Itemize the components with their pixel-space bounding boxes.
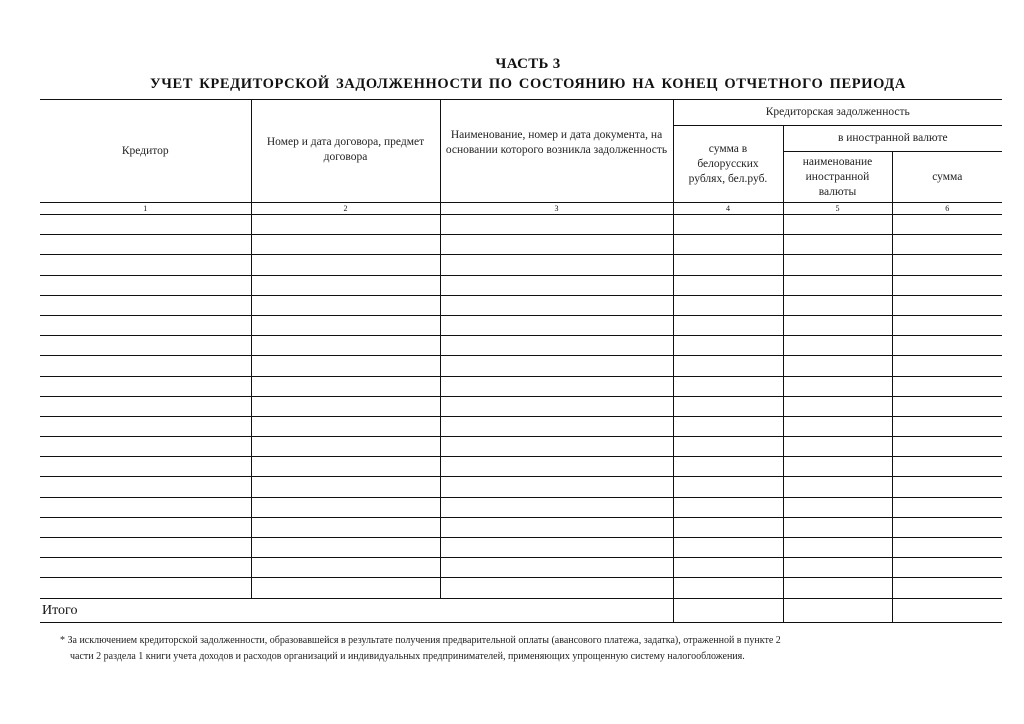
footnote-line-2: части 2 раздела 1 книги учета доходов и расходов организаций и индивидуальных предпринимателей, применяющих упрощенную систему налогообложения. xyxy=(70,651,745,662)
table-cell[interactable] xyxy=(783,315,892,335)
table-cell[interactable] xyxy=(673,416,783,436)
table-cell[interactable] xyxy=(40,336,251,356)
table-row xyxy=(40,396,1002,416)
table-cell[interactable] xyxy=(40,517,251,537)
table-cell[interactable] xyxy=(673,275,783,295)
table-cell[interactable] xyxy=(892,558,1002,578)
table-cell[interactable] xyxy=(251,255,440,275)
table-cell[interactable] xyxy=(892,255,1002,275)
table-cell[interactable] xyxy=(783,215,892,235)
table-cell[interactable] xyxy=(892,315,1002,335)
table-row xyxy=(40,457,1002,477)
table-cell[interactable] xyxy=(783,457,892,477)
table-cell[interactable] xyxy=(892,497,1002,517)
table-cell[interactable] xyxy=(892,275,1002,295)
table-cell[interactable] xyxy=(892,437,1002,457)
table-cell[interactable] xyxy=(251,315,440,335)
table-cell[interactable] xyxy=(40,356,251,376)
table-row xyxy=(40,497,1002,517)
table-cell[interactable] xyxy=(40,215,251,235)
column-number: 4 xyxy=(673,203,783,215)
table-cell[interactable] xyxy=(673,497,783,517)
table-cell[interactable] xyxy=(440,517,673,537)
table-cell[interactable] xyxy=(673,558,783,578)
table-cell[interactable] xyxy=(892,356,1002,376)
table-cell[interactable] xyxy=(251,356,440,376)
table-cell[interactable] xyxy=(783,416,892,436)
table-cell[interactable] xyxy=(783,356,892,376)
table-cell[interactable] xyxy=(251,215,440,235)
table-cell[interactable] xyxy=(892,376,1002,396)
table-cell[interactable] xyxy=(892,336,1002,356)
table-cell[interactable] xyxy=(892,396,1002,416)
table-cell[interactable] xyxy=(673,538,783,558)
table-cell[interactable] xyxy=(251,376,440,396)
table-cell[interactable] xyxy=(783,558,892,578)
table-row xyxy=(40,538,1002,558)
table-row xyxy=(40,477,1002,497)
table-row xyxy=(40,376,1002,396)
table-cell[interactable] xyxy=(440,416,673,436)
table-cell[interactable] xyxy=(251,336,440,356)
table-cell[interactable] xyxy=(440,235,673,255)
table-cell[interactable] xyxy=(892,517,1002,537)
table-cell[interactable] xyxy=(40,295,251,315)
table-cell[interactable] xyxy=(783,538,892,558)
table-cell[interactable] xyxy=(783,578,892,598)
header-document: Наименование, номер и дата документа, на основании которого возникла задолженность xyxy=(440,100,673,203)
table-cell[interactable] xyxy=(892,538,1002,558)
table-cell[interactable] xyxy=(440,215,673,235)
table-row xyxy=(40,295,1002,315)
table-cell[interactable] xyxy=(673,356,783,376)
table-row xyxy=(40,255,1002,275)
table-cell[interactable] xyxy=(783,235,892,255)
table-cell[interactable] xyxy=(440,356,673,376)
table-cell[interactable] xyxy=(251,578,440,598)
table-cell[interactable] xyxy=(673,477,783,497)
table-cell[interactable] xyxy=(440,336,673,356)
table-cell[interactable] xyxy=(783,497,892,517)
table-row xyxy=(40,275,1002,295)
column-number: 3 xyxy=(440,203,673,215)
table-cell[interactable] xyxy=(440,437,673,457)
table-cell[interactable] xyxy=(673,255,783,275)
table-cell[interactable] xyxy=(673,437,783,457)
table-cell[interactable] xyxy=(440,538,673,558)
column-number: 5 xyxy=(783,203,892,215)
table-cell[interactable] xyxy=(673,215,783,235)
table-cell[interactable] xyxy=(251,275,440,295)
table-cell[interactable] xyxy=(40,275,251,295)
table-cell[interactable] xyxy=(40,315,251,335)
table-cell[interactable] xyxy=(673,376,783,396)
table-row xyxy=(40,416,1002,436)
table-row xyxy=(40,578,1002,598)
total-label: Итого xyxy=(40,598,673,622)
total-row xyxy=(40,598,1002,622)
table-cell[interactable] xyxy=(440,376,673,396)
table-cell[interactable] xyxy=(440,255,673,275)
table-row xyxy=(40,356,1002,376)
footnote-line-1: * За исключением кредиторской задолженности, образовавшейся в результате получения предварительной оплаты (авансового платежа, задатка), отраженной в пункте 2 xyxy=(60,635,781,646)
table-row xyxy=(40,215,1002,235)
header-creditor: Кредитор xyxy=(40,100,251,203)
column-number: 2 xyxy=(251,203,440,215)
table-cell[interactable] xyxy=(892,235,1002,255)
header-sum: сумма xyxy=(892,152,1002,203)
table-cell[interactable] xyxy=(251,477,440,497)
table-cell[interactable] xyxy=(251,538,440,558)
table-row xyxy=(40,437,1002,457)
table-cell[interactable] xyxy=(40,558,251,578)
table-cell[interactable] xyxy=(440,295,673,315)
total-sum-byr-cell[interactable] xyxy=(673,598,783,622)
table-cell[interactable] xyxy=(40,376,251,396)
table-cell[interactable] xyxy=(251,235,440,255)
table-cell[interactable] xyxy=(440,457,673,477)
payables-table xyxy=(40,99,1002,623)
table-row xyxy=(40,517,1002,537)
table-cell[interactable] xyxy=(40,578,251,598)
table-cell[interactable] xyxy=(892,457,1002,477)
table-cell[interactable] xyxy=(40,396,251,416)
table-row xyxy=(40,235,1002,255)
table-cell[interactable] xyxy=(40,497,251,517)
table-row xyxy=(40,558,1002,578)
column-number: 6 xyxy=(892,203,1002,215)
header-foreign-group: в иностранной валюте xyxy=(783,126,1002,152)
table-cell[interactable] xyxy=(251,416,440,436)
footnote xyxy=(60,633,990,665)
table-cell[interactable] xyxy=(673,336,783,356)
table-cell[interactable] xyxy=(892,215,1002,235)
header-payables-group: Кредиторская задолженность xyxy=(673,100,1002,126)
table-cell[interactable] xyxy=(40,437,251,457)
table-cell[interactable] xyxy=(440,558,673,578)
table-cell[interactable] xyxy=(40,416,251,436)
header-sum-byr: сумма в белорусских рублях, бел.руб. xyxy=(673,126,783,203)
table-cell[interactable] xyxy=(892,578,1002,598)
table-cell[interactable] xyxy=(673,517,783,537)
table-cell[interactable] xyxy=(440,497,673,517)
table-cell[interactable] xyxy=(783,295,892,315)
table-cell[interactable] xyxy=(673,235,783,255)
column-number: 1 xyxy=(40,203,251,215)
table-cell[interactable] xyxy=(783,477,892,497)
table-cell[interactable] xyxy=(783,255,892,275)
table-cell[interactable] xyxy=(783,275,892,295)
table-cell[interactable] xyxy=(783,396,892,416)
table-cell[interactable] xyxy=(40,457,251,477)
table-cell[interactable] xyxy=(783,376,892,396)
part-title: ЧАСТЬ 3 xyxy=(495,56,561,72)
table-cell[interactable] xyxy=(40,235,251,255)
table-cell[interactable] xyxy=(40,538,251,558)
header-currency-name: наименование иностранной валюты xyxy=(783,152,892,203)
table-cell[interactable] xyxy=(40,477,251,497)
total-sum-cell[interactable] xyxy=(892,598,1002,622)
table-cell[interactable] xyxy=(892,477,1002,497)
table-cell[interactable] xyxy=(251,517,440,537)
table-cell[interactable] xyxy=(40,255,251,275)
table-cell[interactable] xyxy=(251,396,440,416)
header-contract: Номер и дата договора, предмет договора xyxy=(251,100,440,203)
table-cell[interactable] xyxy=(440,275,673,295)
table-cell[interactable] xyxy=(251,558,440,578)
table-cell[interactable] xyxy=(673,578,783,598)
table-cell[interactable] xyxy=(440,477,673,497)
table-cell[interactable] xyxy=(673,295,783,315)
table-cell[interactable] xyxy=(673,457,783,477)
table-cell[interactable] xyxy=(892,295,1002,315)
table-cell[interactable] xyxy=(440,578,673,598)
table-cell[interactable] xyxy=(673,315,783,335)
table-cell[interactable] xyxy=(783,437,892,457)
total-currency-cell[interactable] xyxy=(783,598,892,622)
table-row xyxy=(40,315,1002,335)
table-row xyxy=(40,336,1002,356)
table-cell[interactable] xyxy=(440,315,673,335)
table-cell[interactable] xyxy=(251,457,440,477)
table-cell[interactable] xyxy=(892,416,1002,436)
table-cell[interactable] xyxy=(783,517,892,537)
section-title: УЧЕТ КРЕДИТОРСКОЙ ЗАДОЛЖЕННОСТИ ПО СОСТОЯНИЮ НА КОНЕЦ ОТЧЕТНОГО ПЕРИОДА xyxy=(150,76,906,92)
table-cell[interactable] xyxy=(251,295,440,315)
table-cell[interactable] xyxy=(673,396,783,416)
table-cell[interactable] xyxy=(251,497,440,517)
table-cell[interactable] xyxy=(251,437,440,457)
table-cell[interactable] xyxy=(440,396,673,416)
table-cell[interactable] xyxy=(783,336,892,356)
